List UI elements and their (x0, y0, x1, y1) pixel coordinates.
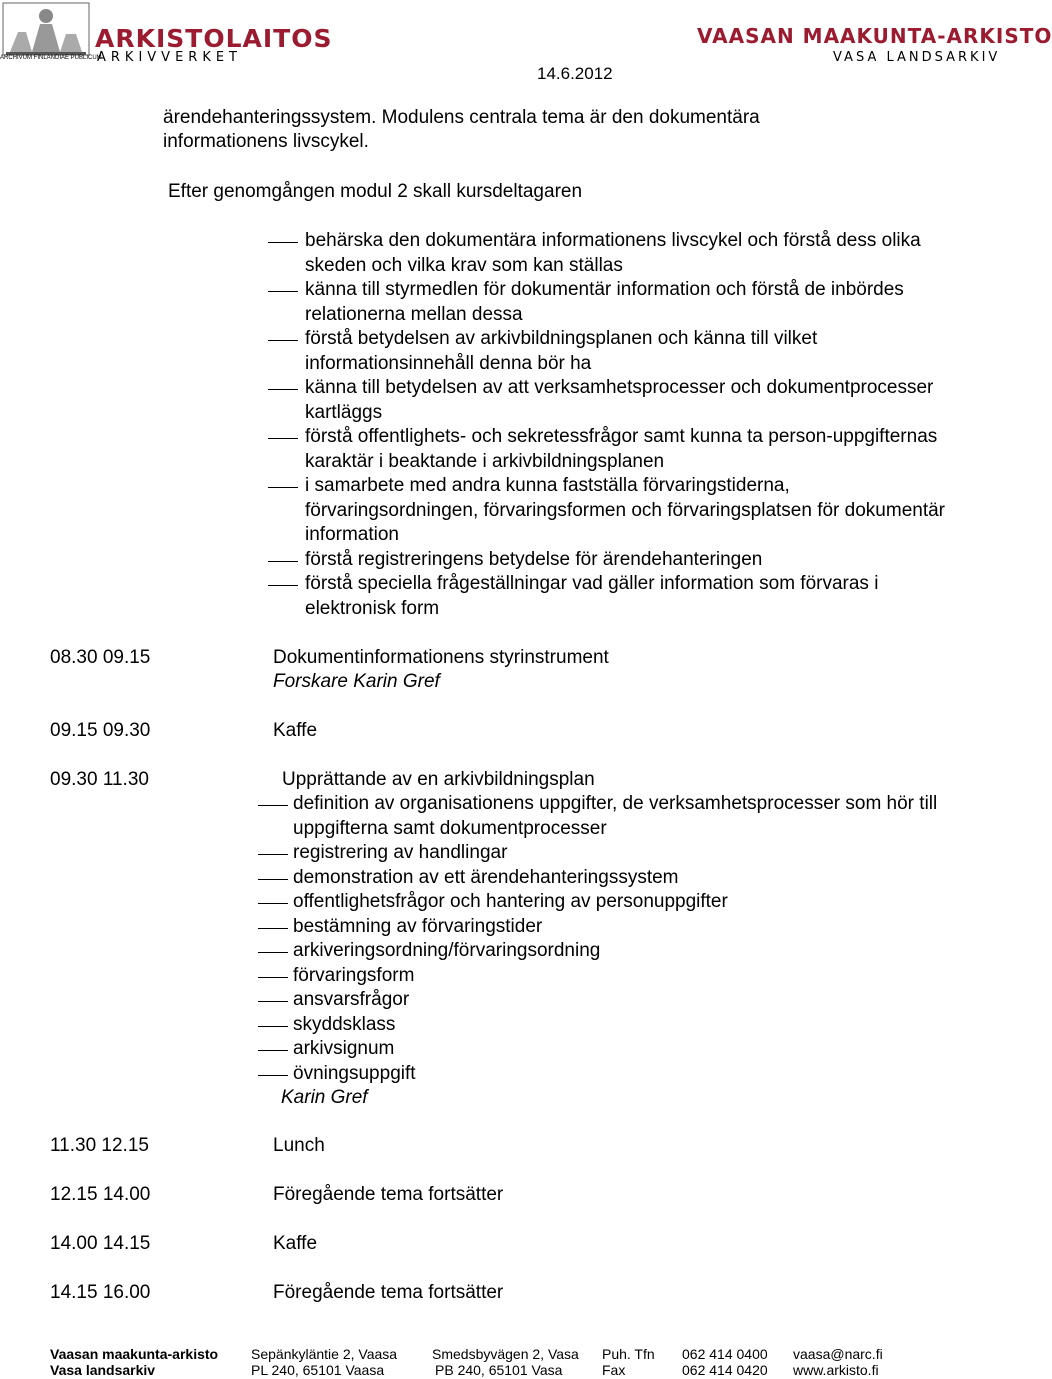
dash-bullet-icon (268, 389, 298, 390)
list-item: skyddsklass (258, 1013, 958, 1038)
dash-bullet-icon (268, 585, 298, 586)
footer-pobox-sv: PB 240, 65101 Vasa (435, 1362, 563, 1378)
dash-bullet-icon (258, 928, 288, 929)
schedule-time: 14.00 14.15 (50, 1233, 151, 1254)
intro-line-2: informationens livscykel. (163, 131, 369, 152)
list-item: behärska den dokumentära informationens livscykel och förstå dess olika skeden och vilka krav som kan ställas (268, 229, 958, 278)
schedule-title: Föregående tema fortsätter (273, 1184, 504, 1205)
schedule-time: 08.30 09.15 (50, 647, 151, 668)
dash-bullet-icon (258, 1001, 288, 1002)
footer-address-fi: Sepänkyläntie 2, Vaasa (251, 1346, 398, 1362)
schedule-time: 09.30 11.30 (50, 769, 149, 790)
left-logo-sub: ARKIVVERKET (97, 50, 242, 65)
schedule-title: Dokumentinformationens styrinstrument (273, 647, 609, 668)
list-item: demonstration av ett ärendehanteringssystem (258, 866, 958, 891)
document-date: 14.6.2012 (537, 64, 613, 83)
dash-bullet-icon (268, 561, 298, 562)
list-item: arkiveringsordning/förvaringsordning (258, 939, 958, 964)
list-item: förvaringsform (258, 964, 958, 989)
dash-bullet-icon (268, 438, 298, 439)
list-item: förstå betydelsen av arkivbildningsplanen och känna till vilket informationsinnehåll denna bör ha (268, 327, 958, 376)
schedule-title: Kaffe (273, 1233, 318, 1254)
dash-bullet-icon (258, 805, 288, 806)
list-item: övningsuppgift (258, 1062, 958, 1087)
goals-list (268, 229, 958, 621)
intro-line-1: ärendehanteringssystem. Modulens centrala tema är den dokumentära (163, 107, 760, 128)
footer-org-fi: Vaasan maakunta-arkisto (50, 1346, 219, 1362)
footer-fax-label: Fax (602, 1362, 626, 1378)
dash-bullet-icon (258, 1075, 288, 1076)
list-item: ansvarsfrågor (258, 988, 958, 1013)
right-logo-name: VAASAN MAAKUNTA-ARKISTO (697, 24, 1052, 48)
list-item: förstå offentlighets- och sekretessfrågor samt kunna ta person-uppgifternas karaktär i beaktande i arkivbildningsplanen (268, 425, 958, 474)
footer-org-sv: Vasa landsarkiv (50, 1362, 156, 1378)
dash-bullet-icon (268, 340, 298, 341)
list-item: offentlighetsfrågor och hantering av personuppgifter (258, 890, 958, 915)
list-item: känna till betydelsen av att verksamhetsprocesser och dokumentprocesser kartläggs (268, 376, 958, 425)
list-item: i samarbete med andra kunna fastställa förvaringstiderna, förvaringsordningen, förvaringsformen och förvaringsplatsen för dokumentär information (268, 474, 958, 548)
dash-bullet-icon (258, 1050, 288, 1051)
list-item: bestämning av förvaringstider (258, 915, 958, 940)
schedule-time: 12.15 14.00 (50, 1184, 151, 1205)
schedule-title: Upprättande av en arkivbildningsplan (282, 769, 595, 790)
dash-bullet-icon (258, 879, 288, 880)
dash-bullet-icon (268, 487, 298, 488)
plan-items-list (258, 792, 958, 1086)
footer-website: www.arkisto.fi (793, 1362, 879, 1378)
list-item: känna till styrmedlen för dokumentär information och förstå de inbördes relationerna mellan dessa (268, 278, 958, 327)
schedule-title: Lunch (273, 1135, 325, 1156)
schedule-speaker: Forskare Karin Gref (273, 671, 440, 692)
list-item: arkivsignum (258, 1037, 958, 1062)
list-item: förstå speciella frågeställningar vad gäller information som förvaras i elektronisk form (268, 572, 958, 621)
footer-address-sv: Smedsbyvägen 2, Vasa (432, 1346, 579, 1362)
footer-phone: 062 414 0400 (682, 1346, 768, 1362)
schedule-title: Föregående tema fortsätter (273, 1282, 504, 1303)
dash-bullet-icon (268, 291, 298, 292)
schedule-time: 14.15 16.00 (50, 1282, 151, 1303)
goals-heading: Efter genomgången modul 2 skall kursdeltagaren (168, 181, 583, 202)
dash-bullet-icon (258, 952, 288, 953)
footer-email: vaasa@narc.fi (793, 1346, 883, 1362)
list-item: registrering av handlingar (258, 841, 958, 866)
dash-bullet-icon (268, 242, 298, 243)
footer-fax: 062 414 0420 (682, 1362, 768, 1378)
footer-pobox-fi: PL 240, 65101 Vaasa (251, 1362, 385, 1378)
left-logo-name: ARKISTOLAITOS (95, 24, 333, 53)
list-item: definition av organisationens uppgifter, de verksamhetsprocesser som hör till uppgifterna samt dokumentprocesser (258, 792, 958, 841)
dash-bullet-icon (258, 1026, 288, 1027)
list-item: förstå registreringens betydelse för ärendehanteringen (268, 548, 958, 573)
dash-bullet-icon (258, 903, 288, 904)
dash-bullet-icon (258, 977, 288, 978)
dash-bullet-icon (258, 854, 288, 855)
right-logo-sub: VASA LANDSARKIV (833, 50, 1001, 65)
schedule-speaker: Karin Gref (281, 1087, 368, 1108)
schedule-title: Kaffe (273, 720, 318, 741)
schedule-time: 09.15 09.30 (50, 720, 151, 741)
schedule-time: 11.30 12.15 (50, 1135, 149, 1156)
footer-phone-label: Puh. Tfn (602, 1346, 655, 1362)
seal-caption: ARCHIVUM FINLANDIAE PUBLICUM (0, 55, 102, 61)
